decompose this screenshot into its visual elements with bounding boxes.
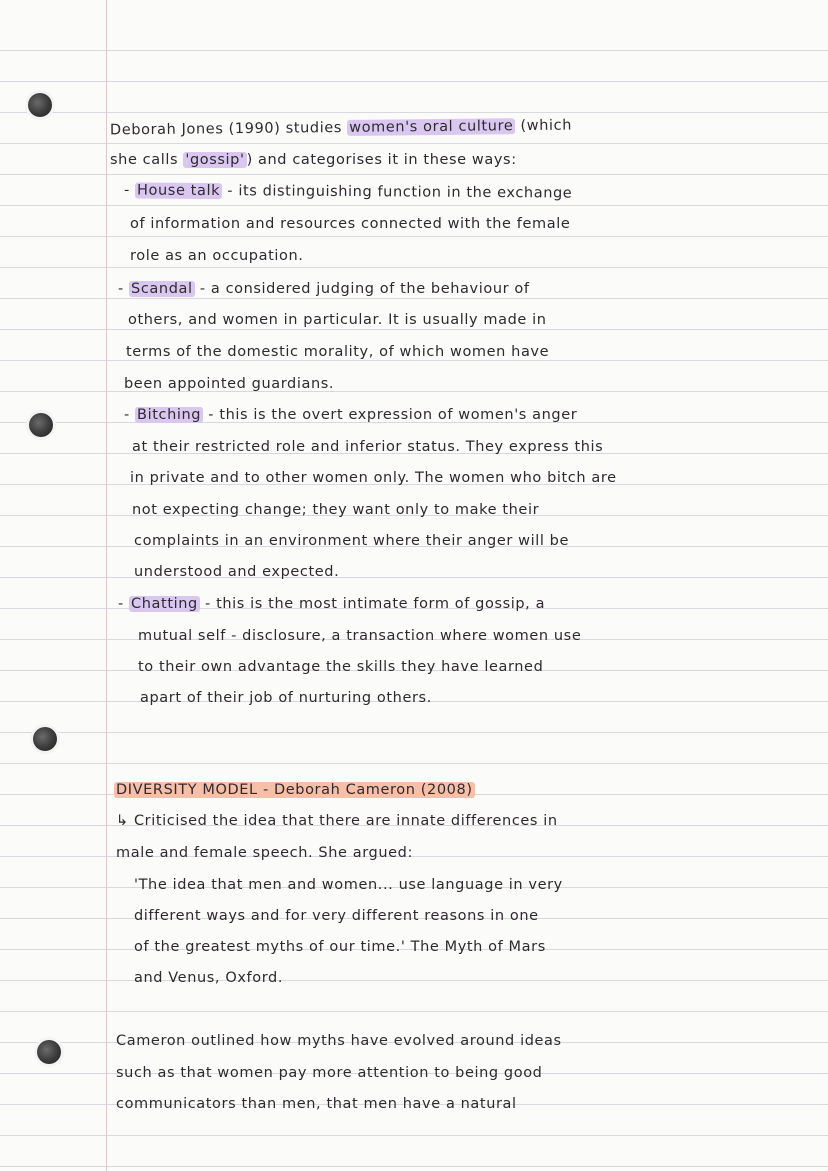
text: she calls bbox=[110, 152, 184, 168]
quote-line-1: 'The idea that men and women... use language in very bbox=[134, 877, 563, 893]
term-highlight: Scandal bbox=[131, 281, 193, 297]
dash: - bbox=[124, 407, 136, 423]
text: - this is the overt expression of women's anger bbox=[203, 407, 578, 423]
house-talk-line-1 bbox=[124, 180, 572, 203]
term-highlight: House talk bbox=[136, 182, 221, 200]
bitching-line-4: not expecting change; they want only to make their bbox=[132, 502, 540, 518]
bitching-line-3: in private and to other women only. The women who bitch are bbox=[130, 470, 617, 486]
bitching-line-2: at their restricted role and inferior status. They express this bbox=[132, 439, 604, 455]
jones-intro-line-1 bbox=[110, 116, 572, 141]
chatting-line-1 bbox=[118, 594, 545, 614]
text: - a considered judging of the behaviour of bbox=[194, 281, 530, 297]
cameron-para-line-1: Cameron outlined how myths have evolved around ideas bbox=[116, 1033, 562, 1049]
cameron-line-2: male and female speech. She argued: bbox=[116, 845, 413, 861]
text: ) and categorises it in these ways: bbox=[246, 152, 517, 168]
text: - this is the most intimate form of gossip, a bbox=[199, 596, 546, 612]
quote-line-4: and Venus, Oxford. bbox=[134, 970, 284, 986]
term-highlight: Chatting bbox=[131, 596, 198, 612]
text: (which bbox=[515, 117, 573, 135]
cameron-para-line-3: communicators than men, that men have a natural bbox=[116, 1096, 517, 1112]
bitching-line-6: understood and expected. bbox=[134, 564, 340, 580]
scandal-line-1 bbox=[118, 279, 530, 299]
punch-hole bbox=[28, 93, 52, 117]
house-talk-line-2: of information and resources connected with the female bbox=[130, 216, 571, 232]
heading-highlight: DIVERSITY MODEL - Deborah Cameron (2008) bbox=[116, 782, 473, 798]
jones-intro-line-2 bbox=[110, 150, 517, 170]
chatting-line-3: to their own advantage the skills they have learned bbox=[138, 659, 544, 675]
bitching-line-1 bbox=[124, 405, 577, 425]
chatting-line-2: mutual self - disclosure, a transaction where women use bbox=[138, 628, 582, 644]
dash: - bbox=[123, 182, 136, 199]
punch-hole bbox=[33, 727, 57, 751]
scandal-line-2: others, and women in particular. It is usually made in bbox=[128, 312, 547, 328]
margin-line bbox=[106, 0, 107, 1171]
punch-hole bbox=[29, 413, 53, 437]
quote-line-2: different ways and for very different reasons in one bbox=[134, 908, 539, 924]
text: - its distinguishing function in the exchange bbox=[222, 183, 573, 202]
highlight: 'gossip' bbox=[185, 152, 245, 168]
highlight: women's oral culture bbox=[349, 118, 514, 136]
dash: - bbox=[118, 281, 130, 297]
punch-hole bbox=[37, 1040, 61, 1064]
scandal-line-4: been appointed guardians. bbox=[124, 376, 335, 392]
cameron-line-1: ↳ Criticised the idea that there are innate differences in bbox=[116, 813, 558, 829]
cameron-para-line-2: such as that women pay more attention to being good bbox=[116, 1065, 543, 1081]
text: Deborah Jones (1990) studies bbox=[109, 119, 348, 139]
quote-line-3: of the greatest myths of our time.' The Myth of Mars bbox=[134, 939, 546, 955]
term-highlight: Bitching bbox=[137, 407, 202, 423]
chatting-line-4: apart of their job of nurturing others. bbox=[140, 690, 432, 706]
scandal-line-3: terms of the domestic morality, of which women have bbox=[126, 344, 550, 360]
bitching-line-5: complaints in an environment where their anger will be bbox=[134, 533, 570, 549]
house-talk-line-3: role as an occupation. bbox=[130, 248, 304, 264]
cameron-heading bbox=[114, 780, 475, 800]
dash: - bbox=[118, 596, 130, 612]
